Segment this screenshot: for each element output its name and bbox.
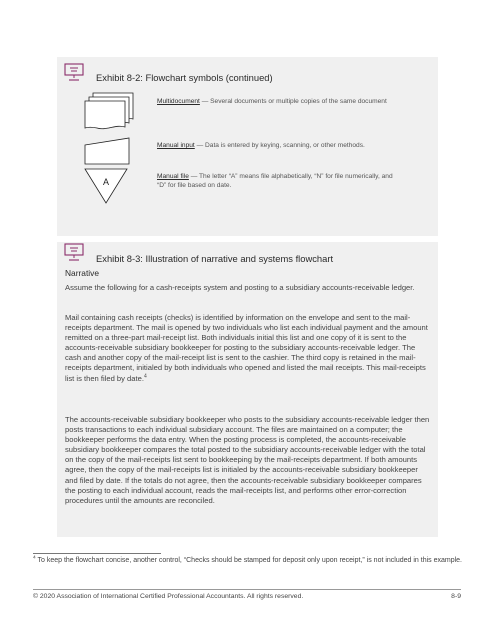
footnote (33, 556, 463, 567)
page-number: 8-9 (451, 593, 461, 600)
footnote-number: 4 (33, 555, 36, 561)
multidocument-desc: — Several documents or multiple copies of the same document (199, 98, 387, 105)
presentation-board-icon (64, 243, 84, 261)
manual-file-description (157, 172, 397, 190)
footnote-text: To keep the flowchart concise, another control, “Checks should be stamped for deposit only upon receipt,” is not included in this example. (35, 557, 463, 564)
footer-divider (33, 589, 461, 590)
exhibit-8-3-title: Exhibit 8-3: Illustration of narrative and systems flowchart (96, 253, 334, 264)
manual-input-desc: — Data is entered by keying, scanning, or other methods. (194, 142, 365, 149)
narrative-heading: Narrative (65, 268, 99, 278)
manual-input-term: Manual input (157, 142, 195, 149)
multidocument-symbol-icon (84, 92, 134, 130)
narrative-paragraph-1: Assume the following for a cash-receipts system and posting to a subsidiary accounts-receivable ledger. (65, 283, 415, 292)
manual-file-letter: A (102, 177, 110, 187)
manual-file-desc: — The letter “A” means file alphabetically, “N” for file numerically, and “D” for file based on date. (157, 173, 393, 189)
footnote-reference[interactable]: 4 (143, 373, 147, 380)
multidocument-description (157, 97, 417, 106)
manual-file-term: Manual file (157, 173, 189, 180)
narrative-paragraph-2 (65, 313, 431, 384)
footnote-divider (33, 553, 161, 554)
manual-file-symbol-icon (84, 168, 128, 204)
presentation-board-icon (64, 63, 84, 81)
exhibit-8-2-title: Exhibit 8-2: Flowchart symbols (continued) (96, 72, 273, 83)
copyright-notice: © 2020 Association of International Certified Professional Accountants. All rights reserved. (33, 593, 304, 600)
manual-input-symbol-icon (84, 137, 130, 165)
multidocument-term: Multidocument (157, 98, 200, 105)
narrative-paragraph-3: The accounts-receivable subsidiary bookkeeper who posts to the subsidiary accounts-receivable ledger then posts transactions to each individual subsidiary account. The files are maintained on a computer; the bookkeeper performs the data entry. When the posting process is completed, the accounts-receivable subsidiary bookkeeper compares the total posted to the subsidiary accounts-receivable ledger with the total on the copy of the mail-receipts list sent to bookkeeping by the mail-receipts department. If both amounts agree, then the copy of the mail-receipts list is initialed by the accounts-receivable subsidiary bookkeeper and filed by date. If the totals do not agree, then the accounts-receivable subsidiary bookkeeper compares the posting to each individual account, reads the mail-receipts list, and performs other error-correction procedures until the amounts are reconciled. (65, 415, 430, 505)
narrative-paragraph-2-text: Mail containing cash receipts (checks) is identified by information on the envelope and sent to the mail-receipts department. The mail is opened by two individuals who list each individual payment and the amount remitted on a three-part mail-receipt list. Both individuals initial this list and one copy of it is sent to the accounts-receivable subsidiary bookkeeper for posting to the subsidiary accounts-receivable ledger. The cash and another copy of the mail-receipt list is sent to the cashier. The third copy is retained in the mail-receipts department, initialed by both individuals who opened and listed the mail receipts. This mail-receipts list is then filed by date. (65, 313, 428, 383)
manual-input-description (157, 141, 417, 150)
